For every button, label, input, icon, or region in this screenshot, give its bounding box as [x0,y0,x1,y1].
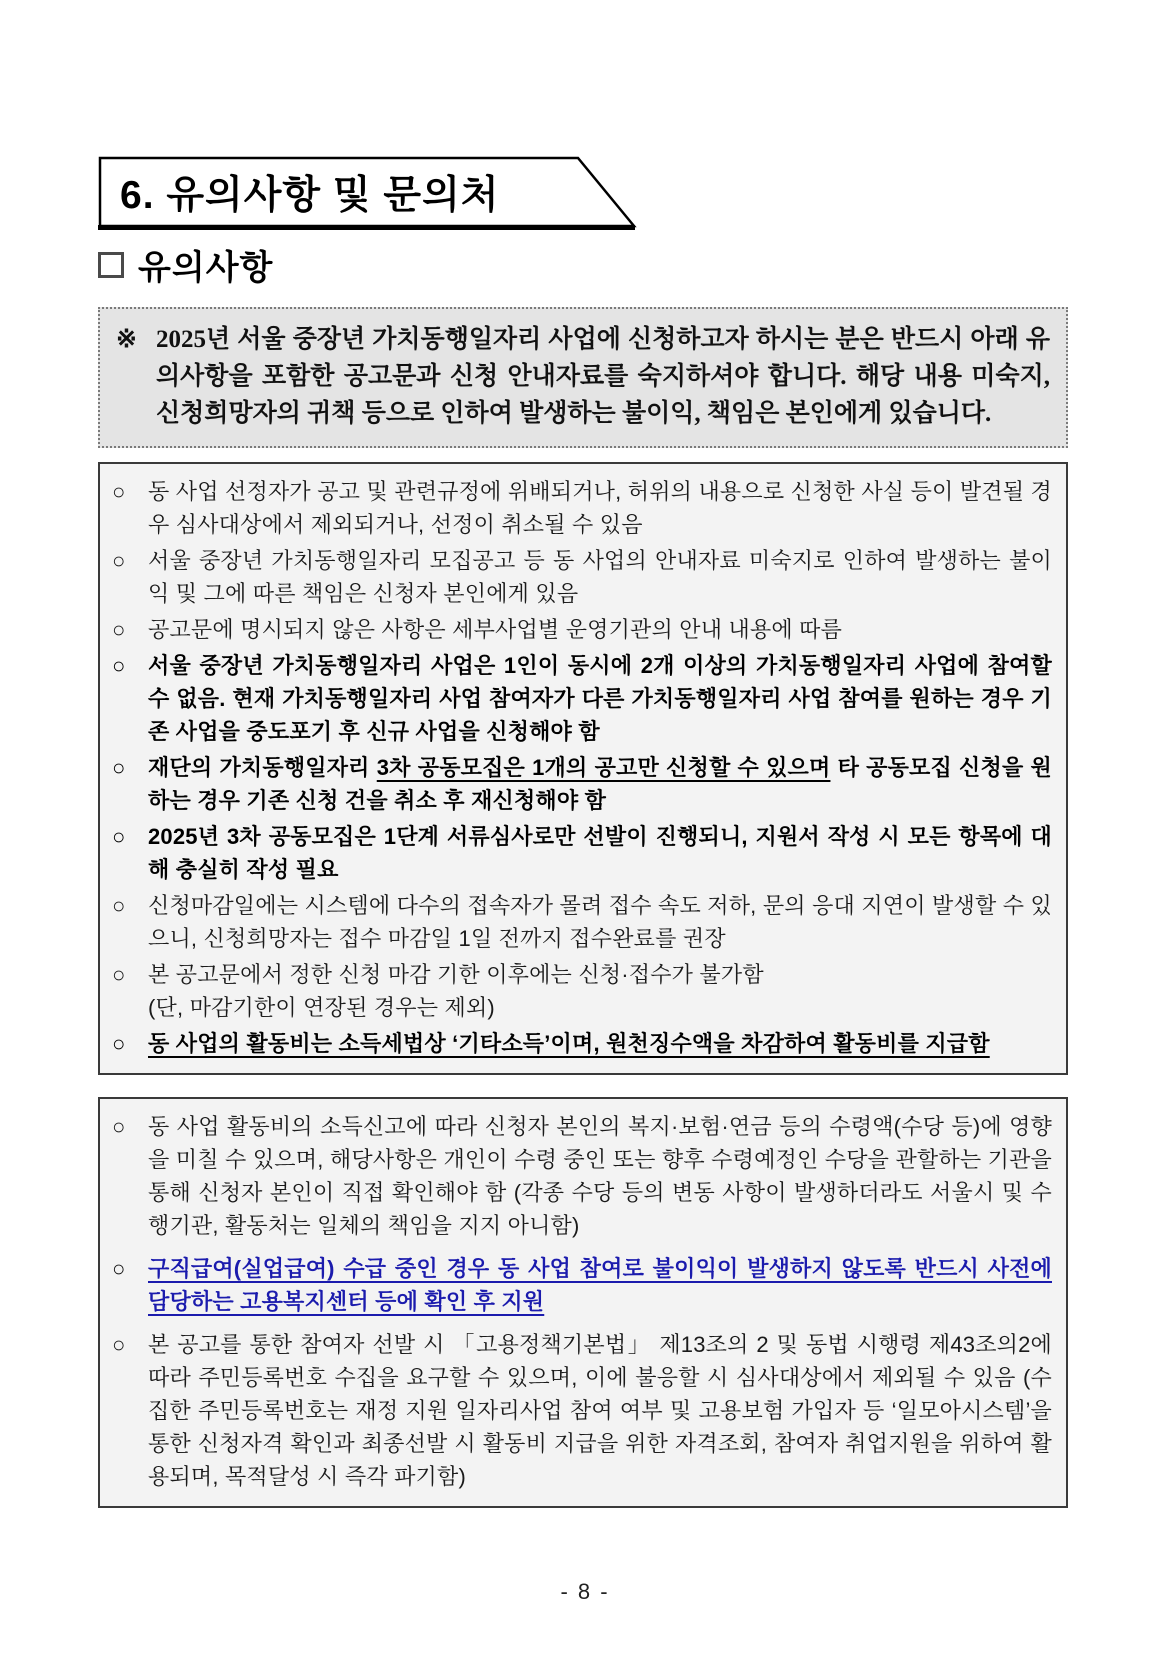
reference-mark-icon: ※ [116,326,137,353]
item-text: 동 사업 활동비의 소득신고에 따라 신청자 본인의 복지·보험·연금 등의 수령액(수당 등)에 영향을 미칠 수 있으며, 해당사항은 개인이 수령 중인 또는 향후 수령예정인 수당을 관할하는 기관을 통해 신청자 본인이 직접 확인해야 함 (각종 수당 등의 변동 사항이 발생하더라도 서울시 및 수행기관, 활동처는 일체의 책임을 지지 아니함) [148,1114,1052,1238]
list-item [112,889,1052,955]
list-item-highlighted-blue [112,1252,1052,1318]
list-item-emphasized [112,1027,1052,1060]
page-title: 6. 유의사항 및 문의처 [120,174,500,217]
page-number: - 8 - [560,1579,610,1604]
circle-bullet-icon: ○ [112,617,126,642]
circle-bullet-icon: ○ [112,479,126,504]
item-text: 동 사업 선정자가 공고 및 관련규정에 위배되거나, 허위의 내용으로 신청한 사실 등이 발견될 경우 심사대상에서 제외되거나, 선정이 취소될 수 있음 [148,479,1052,537]
circle-bullet-icon: ○ [112,755,126,780]
circle-bullet-icon: ○ [112,1031,126,1056]
list-item [112,958,1052,1024]
list-item [112,544,1052,610]
item-text: 재단의 가치동행일자리 [148,755,377,780]
list-item [112,1328,1052,1493]
item-text-underlined: 3차 공동모집은 1개의 공고만 신청할 수 있으며 [376,755,831,780]
square-bullet-icon [98,252,124,278]
item-text: 신청마감일에는 시스템에 다수의 접속자가 몰려 접수 속도 저하, 문의 응대 지연이 발생할 수 있으니, 신청희망자는 접수 마감일 1일 전까지 접수완료를 권장 [148,893,1052,951]
item-text: 2025년 3차 공동모집은 1단계 서류심사로만 선발이 진행되니, 지원서 작성 시 모든 항목에 대해 충실히 작성 필요 [148,824,1052,882]
list-item-emphasized [112,649,1052,748]
circle-bullet-icon: ○ [112,824,126,849]
item-text: 서울 중장년 가치동행일자리 모집공고 등 동 사업의 안내자료 미숙지로 인하여 발생하는 불이익 및 그에 따른 책임은 신청자 본인에게 있음 [148,548,1052,606]
item-text-underlined: 동 사업의 활동비는 소득세법상 ‘기타소득’이며, 원천징수액을 차감하여 활동비를 지급함 [148,1031,990,1056]
notice-list-box-1 [98,462,1068,1075]
circle-bullet-icon: ○ [112,548,126,573]
item-text-underlined: 구직급여(실업급여) 수급 중인 경우 동 사업 참여로 불이익이 발생하지 않도록 반드시 사전에 담당하는 고용복지센터 등에 확인 후 지원 [148,1256,1052,1314]
item-text: 본 공고를 통한 참여자 선발 시 「고용정책기본법」 제13조의 2 및 동법 시행령 제43조의2에 따라 주민등록번호 수집을 요구할 수 있으며, 이에 불응할 시 심사대상에서 제외될 수 있음 (수집한 주민등록번호는 재정 지원 일자리사업 참여 여부 및 고용보험 가입자 등 ‘일모아시스템’을 통한 신청자격 확인과 최종선발 시 활동비 지급을 위한 자격조회, 참여자 취업지원을 위하여 활용되며, 목적달성 시 즉각 파기함) [148,1332,1052,1489]
notice-warning-box [98,307,1068,448]
notice-list-box-2 [98,1097,1068,1508]
list-item [112,613,1052,646]
list-item [112,1110,1052,1242]
circle-bullet-icon: ○ [112,1114,126,1139]
item-subtext: (단, 마감기한이 연장된 경우는 제외) [148,995,495,1020]
notice-warning-text [116,321,1050,432]
list-item [112,475,1052,541]
circle-bullet-icon: ○ [112,653,126,678]
item-text: 타 공동모집 신청을 원하는 경우 기존 신청 건을 취소 후 재신청해야 함 [148,755,1052,813]
section-banner [98,156,643,228]
circle-bullet-icon: ○ [112,893,126,918]
list-item-emphasized [112,820,1052,886]
list-item-emphasized [112,751,1052,817]
section-heading-label: 유의사항 [138,249,274,287]
item-text: 공고문에 명시되지 않은 사항은 세부사업별 운영기관의 안내 내용에 따름 [148,617,843,642]
circle-bullet-icon: ○ [112,1332,126,1357]
item-text: 본 공고문에서 정한 신청 마감 기한 이후에는 신청·접수가 불가함 [148,962,764,987]
circle-bullet-icon: ○ [112,1256,126,1281]
circle-bullet-icon: ○ [112,962,126,987]
section-heading [98,240,1068,289]
item-text: 서울 중장년 가치동행일자리 사업은 1인이 동시에 2개 이상의 가치동행일자리 사업에 참여할 수 없음. 현재 가치동행일자리 사업 참여자가 다른 가치동행일자리 사업 참여를 원하는 경우 기존 사업을 중도포기 후 신규 사업을 신청해야 함 [148,653,1052,744]
notice-warning-body: 2025년 서울 중장년 가치동행일자리 사업에 신청하고자 하시는 분은 반드시 아래 유의사항을 포함한 공고문과 신청 안내자료를 숙지하셔야 합니다. 해당 내용 미숙지, 신청희망자의 귀책 등으로 인하여 발생하는 불이익, 책임은 본인에게 있습니다. [156,326,1050,427]
